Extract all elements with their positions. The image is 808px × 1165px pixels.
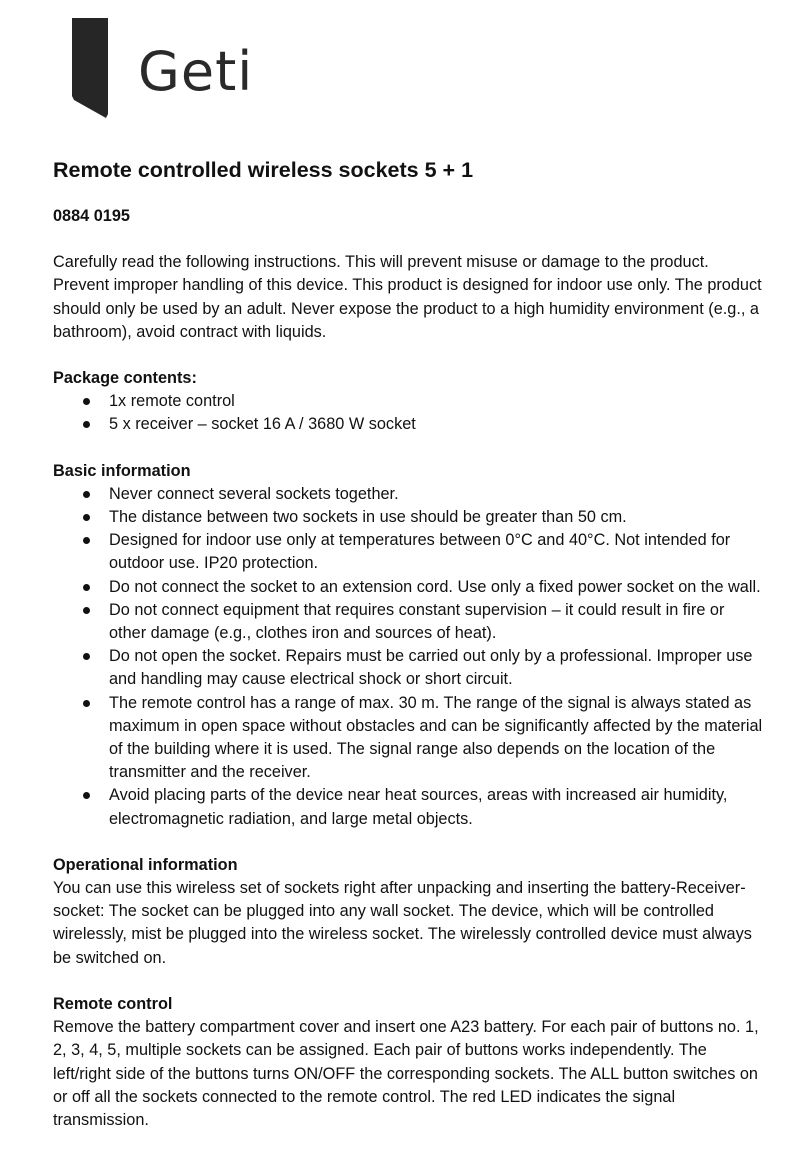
operational-information-text: You can use this wireless set of sockets right after unpacking and inserting the battery-Receiver- socket: The socket can be plugged into any wall socket. The device, which will be controlled wirelessly, mist be plugged into the wireless socket. The wirelessly controlled device must always be switched on. (53, 879, 752, 967)
basic-information-heading: Basic information (53, 461, 191, 480)
page-title: Remote controlled wireless sockets 5 + 1 (53, 158, 474, 182)
list-item: The distance between two sockets in use should be greater than 50 cm. (109, 506, 763, 529)
list-item: Designed for indoor use only at temperatures between 0°C and 40°C. Not intended for outdoor use. IP20 protection. (109, 529, 763, 575)
basic-information-list (53, 483, 763, 831)
remote-control-heading: Remote control (53, 994, 173, 1013)
package-contents-heading: Package contents: (53, 369, 197, 388)
list-item: The remote control has a range of max. 30 m. The range of the signal is always stated as maximum in open space without obstacles and can be significantly affected by the material of the building where it is used. The signal range also depends on the location of the transmitter and the receiver. (109, 692, 763, 785)
intro-paragraph: Carefully read the following instructions. This will prevent misuse or damage to the product. Prevent improper handling of this device. This product is designed for indoor use only. The product should only be used by an adult. Never expose the product to a high humidity environment (e.g., a bathroom), avoid contract with liquids. (53, 253, 762, 341)
list-item: Never connect several sockets together. (109, 483, 763, 506)
document-body (53, 156, 763, 1132)
brand-logo-mark (68, 18, 110, 125)
list-item: Do not connect the socket to an extension cord. Use only a fixed power socket on the wall. (109, 576, 763, 599)
package-contents-list (53, 390, 763, 436)
list-item: Do not connect equipment that requires constant supervision – it could result in fire or other damage (e.g., clothes iron and sources of heat). (109, 599, 763, 645)
list-item: Avoid placing parts of the device near heat sources, areas with increased air humidity, electromagnetic radiation, and large metal objects. (109, 784, 763, 830)
list-item: Do not open the socket. Repairs must be carried out only by a professional. Improper use and handling may cause electrical shock or short circuit. (109, 645, 763, 691)
operational-information-heading: Operational information (53, 855, 238, 874)
list-item: 1x remote control (109, 390, 763, 413)
product-code: 0884 0195 (53, 207, 130, 225)
list-item: 5 x receiver – socket 16 A / 3680 W socket (109, 413, 763, 436)
brand-logo-text: Geti (138, 40, 254, 103)
remote-control-text: Remove the battery compartment cover and insert one A23 battery. For each pair of buttons no. 1, 2, 3, 4, 5, multiple sockets can be assigned. Each pair of buttons works independently. The left/right side of the buttons turns ON/OFF the corresponding sockets. The ALL button switches on or off all the sockets connected to the remote control. The red LED indicates the signal transmission. (53, 1018, 759, 1129)
